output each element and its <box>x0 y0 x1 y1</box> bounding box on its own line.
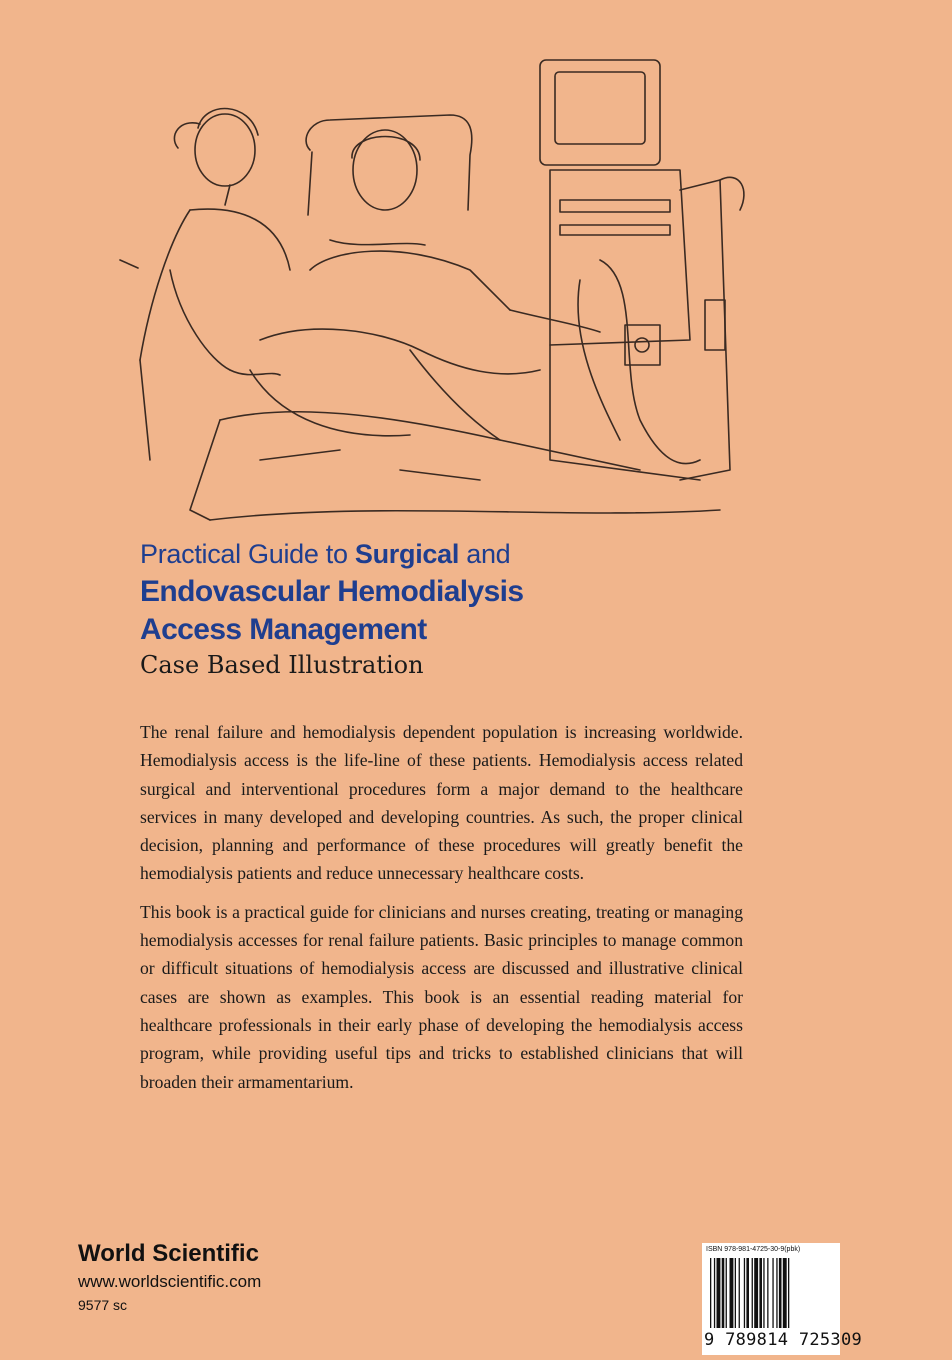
blurb <box>140 718 743 1106</box>
bed-icon <box>190 115 720 520</box>
title-suffix: and <box>459 539 511 569</box>
blurb-paragraph-2: This book is a practical guide for clinicians and nurses creating, treating or managing hemodialysis accesses for renal failure patients. Basic principles to manage common or difficult situations of hemodialysis access are discussed and illustrative clinical cases are shown as examples. This book is an essential reading material for healthcare professionals in their early phase of developing the hemodialysis access program, while providing useful tips and tricks to established clinicians that will broaden their armamentarium. <box>140 901 743 1092</box>
barcode-bar <box>779 1258 782 1328</box>
blurb-paragraph-1: The renal failure and hemodialysis dependent population is increasing worldwide. Hemodialysis access is the life-line of these patients. Hemodialysis access related surgical and interventional procedures form a major demand to the healthcare services in many developed and developing countries. As such, the proper clinical decision, planning and performance of these procedures will greatly benefit the hemodialysis patients and reduce unnecessary healthcare costs. <box>140 722 743 884</box>
book-title <box>140 535 840 649</box>
barcode-bar <box>739 1258 740 1328</box>
book-subtitle: Case Based Illustration <box>140 651 424 679</box>
nurse-figure-icon <box>120 109 290 460</box>
barcode-bar <box>754 1258 758 1328</box>
barcode-bar <box>744 1258 745 1328</box>
barcode-bar <box>772 1258 773 1328</box>
title-line-1 <box>140 535 840 573</box>
barcode-bar <box>767 1258 768 1328</box>
barcode-bar <box>726 1258 727 1328</box>
barcode-bar <box>710 1258 711 1328</box>
publisher-code: 9577 sc <box>78 1297 128 1313</box>
title-bold-word: Surgical <box>354 539 460 569</box>
barcode-bar <box>776 1258 777 1328</box>
barcode-digits: 9 789814 725309 <box>704 1330 863 1350</box>
publisher-name: World Scientific <box>78 1240 259 1267</box>
title-line-2: Endovascular Hemodialysis <box>140 575 524 608</box>
barcode-bar <box>722 1258 725 1328</box>
barcode-bar <box>783 1258 787 1328</box>
publisher-block <box>78 1238 261 1316</box>
dialysis-scene-sketch-icon <box>80 40 780 540</box>
barcode-bar <box>763 1258 764 1328</box>
barcode-bar <box>735 1258 736 1328</box>
barcode-bar <box>759 1258 762 1328</box>
title-prefix: Practical Guide to <box>140 539 355 569</box>
publisher-url: www.worldscientific.com <box>78 1272 262 1291</box>
barcode-bar <box>746 1258 749 1328</box>
dialysis-machine-icon <box>540 60 744 480</box>
patient-figure-icon <box>250 130 600 440</box>
isbn-label: ISBN 978-981-4725-30-9(pbk) <box>706 1246 801 1253</box>
barcode-bars-icon <box>710 1258 836 1334</box>
barcode-bar <box>788 1258 789 1328</box>
barcode-bar <box>717 1258 721 1328</box>
isbn-barcode <box>702 1243 863 1355</box>
title-line-3: Access Management <box>140 613 427 646</box>
barcode-bar <box>752 1258 753 1328</box>
barcode-bar <box>730 1258 734 1328</box>
barcode-bar <box>714 1258 715 1328</box>
